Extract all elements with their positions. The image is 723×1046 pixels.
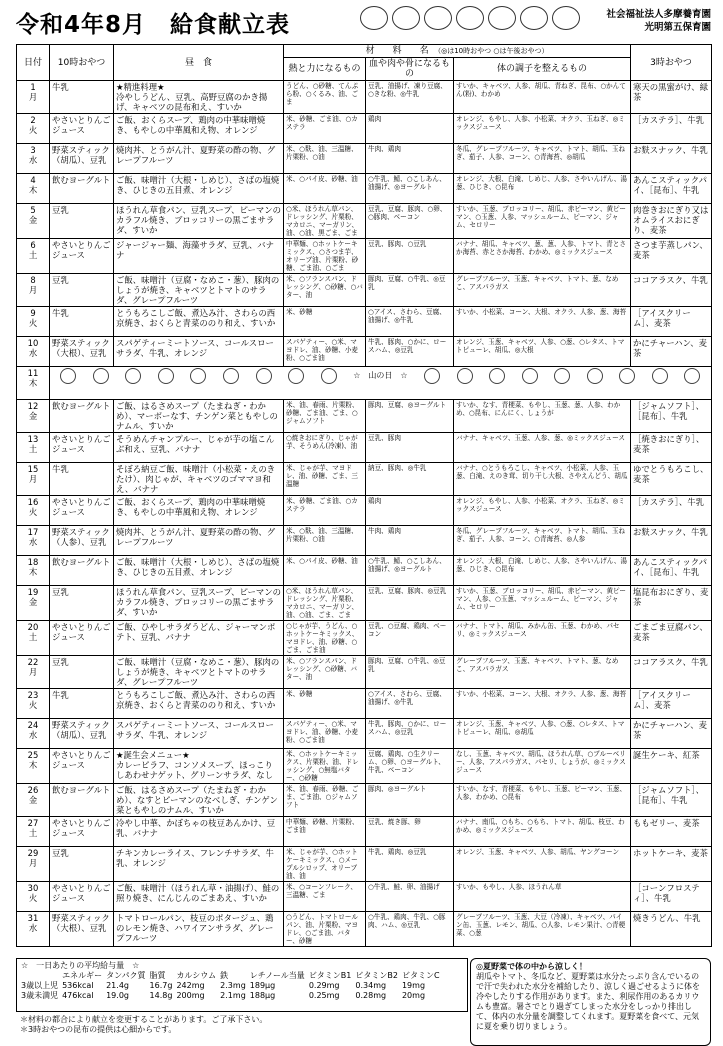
tree-icon [223,368,239,384]
lunch-cell: ご飯、はるさめスープ（たまねぎ・わかめ）、なすとピーマンのなべしぎ、チンゲン菜ともやしのナムル、すいか [114,784,284,817]
energy-foods-cell: 米、砂糖 [284,689,366,719]
lobster-icon [456,6,484,30]
age-group-label: 3歳以上児 [21,981,59,990]
tree-icon [619,368,635,384]
body-building-foods-cell: 豆乳、油揚げ、凍り豆腐、○きな粉、◎牛乳 [366,81,454,114]
sun-icon [552,6,580,30]
body-building-foods-cell: 豆乳、豚肉 [366,433,454,463]
snack-pm-cell: ゆでとうもろこし、麦茶 [631,463,712,496]
snack-pm-cell: かにチャーハン、麦茶 [631,719,712,749]
nutrition-title: ☆ 一日あたりの平均給与量 ☆ [21,961,140,970]
lunch-cell: ご飯、味噌汁（大根・しめじ）、さばの塩焼き、ひじきの五目煮、オレンジ [114,556,284,586]
note-2: ＊3時おやつの昆布の提供は心細からです。 [20,1025,177,1034]
snack-pm-cell: 肉巻きおにぎり又はオムライスおにぎり、麦茶 [631,204,712,239]
energy-foods-cell: 米、じゃが芋、○ホットケーキミックス、○メープルシロップ、オリーブ油、油 [284,847,366,882]
tree-icon [60,368,76,384]
lunch-cell: ご飯、ひやしサラダうどん、ジャーマンポテト、豆乳、バナナ [114,621,284,656]
body-building-foods-cell: 鶏肉 [366,114,454,144]
energy-foods-cell: 米、○麩、油、三温糖、片栗粉、○油 [284,526,366,556]
tree-icon [158,368,174,384]
date-cell: 10 水 [17,337,50,367]
lunch-cell: 焼肉丼、とうがん汁、夏野菜の酢の物、グレープフルーツ [114,144,284,174]
body-building-foods-cell: 鶏肉 [366,496,454,526]
snack-am-cell: 豆乳 [50,274,114,307]
body-building-foods-cell: ○牛乳、鮭、卵、油揚げ [366,882,454,912]
date-cell: 6 土 [17,239,50,274]
page-header [0,0,723,44]
date-cell: 19 金 [17,586,50,621]
regulating-foods-cell: オレンジ、もやし、人参、小松菜、オクラ、玉ねぎ、◎ミックスジュース [454,114,631,144]
body-building-foods-cell: 牛乳、豚肉、○かに、ロースハム、◎豆乳 [366,719,454,749]
note-1: ＊材料の都合により献立を変更することがあります。ご了承下さい。 [20,1015,268,1024]
lunch-cell: 焼肉丼、とうがん汁、夏野菜の酢の物、グレープフルーツ [114,526,284,556]
snack-am-cell: 豆乳 [50,847,114,882]
lunch-cell: ご飯、おくらスープ、鶏肉の中華味噌焼き、もやしの中華風和え物、オレンジ [114,496,284,526]
date-cell: 24 水 [17,719,50,749]
date-cell: 20 土 [17,621,50,656]
snack-pm-cell: ［アイスクリーム］、麦茶 [631,689,712,719]
regulating-foods-cell: オレンジ、玉葱、キャベツ、人参、○葱、○レタス、トマトピューレ、胡瓜、◎大根 [454,337,631,367]
col-date: 日付 [17,45,50,81]
lunch-cell: トマトロールパン、枝豆のポタージュ、鶏のレモン焼き、ハワイアンサラダ、グレープフルーツ [114,912,284,947]
snack-am-cell: 豆乳 [50,656,114,689]
nutrition-value: 20mg [401,991,426,1000]
tree-icon [125,368,141,384]
regulating-foods-cell: すいか、なす、青梗菜、もやし、玉葱、葱、人参、わかめ、○昆布、にんにく、しょうが [454,400,631,433]
date-cell: 9 火 [17,307,50,337]
snack-am-cell: 飲むヨーグルト [50,174,114,204]
energy-foods-cell: ○米、ほうれん草パン、ドレッシング、片栗粉、マカロニ、マーガリン、油、○油、ごま、ごま [284,586,366,621]
regulating-foods-cell: オレンジ、大根、白滝、しめじ、人参、さやいんげん、湯葱、ひじき、○昆布 [454,174,631,204]
lunch-cell: とうもろこしご飯、煮込み汁、さわらの西京焼き、おくらと青菜ののり和え、すいか [114,307,284,337]
table-row [17,274,712,307]
regulating-foods-cell: なし、玉葱、キャベツ、胡瓜、ほうれん草、○ブルーベリー、人参、アスパラガス、パセリ、しょうが、◎ミックスジュース [454,749,631,784]
body-building-foods-cell: ○アイス、さわら、豆腐、油揚げ、◎牛乳 [366,689,454,719]
energy-foods-cell: 米、○麩、油、三温糖、片栗粉、○油 [284,144,366,174]
table-row-holiday [17,367,712,400]
table-row [17,586,712,621]
tree-icon [93,368,109,384]
snack-am-cell: 飲むヨーグルト [50,556,114,586]
nutrition-value: 21.4g [106,981,129,990]
regulating-foods-cell: バナナ、トマト、胡瓜、みかん缶、玉葱、わかめ、パセリ、◎ミックスジュース [454,621,631,656]
snack-pm-cell: ［コーンフロスティ］、牛乳 [631,882,712,912]
body-building-foods-cell: 豆乳、○豆腐、鶏肉、ベーコン [366,621,454,656]
body-building-foods-cell: 豆乳、豆腐、豚肉、◎豆乳 [366,586,454,621]
snack-am-cell: 牛乳 [50,81,114,114]
col-snack-am: 10時おやつ [50,45,114,81]
regulating-foods-cell: バナナ、胡瓜、キャベツ、葱、葱、人参、トマト、青とさか海苔、赤とさか海苔、わかめ、◎ミックスジュース [454,239,631,274]
col-g1: 熱と力になるもの [284,58,366,81]
body-building-foods-cell: ○アイス、さわら、豆腐、油揚げ、◎牛乳 [366,307,454,337]
snack-am-cell: やさいとりんごジュース [50,496,114,526]
table-row [17,719,712,749]
nutrition-value: 0.29mg [308,981,340,990]
snack-pm-cell: ココアラスク、牛乳 [631,274,712,307]
blank [21,971,62,981]
energy-foods-cell: スパゲティー、○米、マヨドレ、油、砂糖、小麦粉、○ごま油 [284,719,366,749]
org-name: 社会福祉法人多摩養育園 [606,9,711,20]
shell-icon [360,6,388,30]
footer [16,958,711,1034]
school-name: 光明第五保育園 [644,22,711,33]
lunch-cell: ほうれん草食パン、豆乳スープ、ピーマンのカラフル焼き、ブロッコリーの黒ごまサラダ、すいか [114,204,284,239]
table-row [17,463,712,496]
energy-foods-cell: ○じゃが芋、うどん、○ホットケーキミックス、マヨドレ、油、砂糖、○ごま、ごま油 [284,621,366,656]
snack-am-cell: 牛乳 [50,307,114,337]
nutrition-value: 476kcal [62,991,94,1000]
snack-pm-cell: ［ジャムソフト］、［昆布］、牛乳 [631,784,712,817]
nutrition-value: 242mg [176,981,205,990]
nutrition-header: 脂質 [149,971,166,980]
regulating-foods-cell: グレープフルーツ、玉葱、キャベツ、トマト、葱、なめこ、アスパラガス [454,656,631,689]
body-building-foods-cell: 豚肉、豆腐、◎ヨーグルト [366,400,454,433]
lunch-cell: そうめんチャンプルー、じゃが芋の塩こんぶ和え、豆乳、バナナ [114,433,284,463]
nutrition-value: 536kcal [62,981,94,990]
table-row [17,882,712,912]
nutrition-row [21,991,444,1001]
energy-foods-cell: 米、油、春雨、砂糖、ごま、ごま油、○ジャムソフト [284,784,366,817]
nutrition-header: ビタミンB2 [355,971,398,980]
date-cell: 17 水 [17,526,50,556]
energy-foods-cell: 中華麺、○ホットケーキミックス、○さつま芋、オリーブ油、片栗粉、砂糖、ごま油、○ごま [284,239,366,274]
snack-pm-cell: ［ジャムソフト］、［昆布］、牛乳 [631,400,712,433]
fish-icon [392,6,420,30]
table-row [17,400,712,433]
table-row [17,656,712,689]
date-cell: 30 火 [17,882,50,912]
regulating-foods-cell: すいか、小松菜、コーン、大根、オクラ、人参、葱、海苔 [454,689,631,719]
snack-pm-cell: ごまごま豆腐パン、麦茶 [631,621,712,656]
table-row [17,307,712,337]
column-body: 胡瓜やトマト、冬瓜など、夏野菜は水分たっぷり含んでいるので汗で失われた水分を補給したり、涼しく過ごせるように体を冷やしたりする作用があります。また、利尿作用のあるカリウムも豊富。暑さでとり過ぎてしまった水分をしっかり排出して、体内の水分量を調整してくれます。夏野菜を食べて、元気に夏を乗り切りましょう。 [476,972,700,1031]
snack-pm-cell: あんこスティックパイ、［昆布］、牛乳 [631,556,712,586]
nutrition-value: 19.0g [106,991,129,1000]
snack-pm-cell: ［カステラ］、牛乳 [631,496,712,526]
snack-pm-cell: かにチャーハン、麦茶 [631,337,712,367]
lunch-cell: ご飯、味噌汁（豆腐・なめこ・葱）、豚肉のしょうが焼き、キャベツとトマトのサラダ、グレープフルーツ [114,274,284,307]
regulating-foods-cell: グレープフルーツ、玉葱、大豆（冷凍）、キャベツ、パイン缶、玉葱、レモン、胡瓜、○人参、レモン果汁、○青梗菜、○葱 [454,912,631,947]
regulating-foods-cell: すいか、キャベツ、人参、胡瓜、青ねぎ、昆布、○かんてん(粉)、わかめ [454,81,631,114]
body-building-foods-cell: 豚肉、◎ヨーグルト [366,784,454,817]
lunch-cell: スパゲティーミートソース、コールスローサラダ、牛乳、オレンジ [114,719,284,749]
energy-foods-cell: ○焼きおにぎり、じゃが芋、そうめん(冷凍)、油 [284,433,366,463]
energy-foods-cell: うどん、○砂糖、てんぷら粉、○くるみ、油、ごま [284,81,366,114]
snack-am-cell: やさいとりんごジュース [50,621,114,656]
energy-foods-cell: 米、○フランスパン、ドレッシング、○砂糖、バター、油 [284,656,366,689]
date-cell: 11 木 [17,367,50,400]
date-cell: 2 火 [17,114,50,144]
date-cell: 4 木 [17,174,50,204]
snack-pm-cell: ［アイスクリーム］、麦茶 [631,307,712,337]
energy-foods-cell: 中華麺、砂糖、片栗粉、ごま油 [284,817,366,847]
snack-am-cell: 飲むヨーグルト [50,400,114,433]
nutrition-value: 189μg [249,981,276,990]
regulating-foods-cell: バナナ、キャベツ、玉葱、人参、葱、◎ミックスジュース [454,433,631,463]
table-row [17,784,712,817]
nutrition-header: エネルギー [62,971,103,980]
lunch-cell: スパゲティーミートソース、コールスローサラダ、牛乳、オレンジ [114,337,284,367]
tree-icon [652,368,668,384]
date-cell: 12 金 [17,400,50,433]
tree-icon [522,368,538,384]
nutrition-value: 0.28mg [355,991,387,1000]
table-row [17,749,712,784]
lunch-cell: ご飯、はるさめスープ（たまねぎ・わかめ）、マーボーなす、チンゲン菜ともやしのナムル、すいか [114,400,284,433]
snack-pm-cell: ホットケーキ、麦茶 [631,847,712,882]
nutrition-header: レチノール当量 [249,971,305,980]
body-building-foods-cell: 納豆、豚肉、◎牛乳 [366,463,454,496]
table-row [17,526,712,556]
regulating-foods-cell: すいか、もやし、人参、ほうれん草 [454,882,631,912]
nutrition-value: 0.34mg [355,981,387,990]
nutrition-value: 2.3mg [220,981,246,990]
regulating-foods-cell: すいか、小松菜、コーン、大根、オクラ、人参、葱、海苔 [454,307,631,337]
table-row [17,144,712,174]
table-row [17,689,712,719]
snack-am-cell: やさいとりんごジュース [50,749,114,784]
nutrition-header: カルシウム [176,971,217,980]
lunch-cell: チキンカレーライス、フレンチサラダ、牛乳、オレンジ [114,847,284,882]
energy-foods-cell: 米、油、春雨、片栗粉、砂糖、ごま油、ごま、○ジャムソフト [284,400,366,433]
regulating-foods-cell: バナナ、南瓜、○もち、○もち、トマト、胡瓜、枝豆、わかめ、◎ミックスジュース [454,817,631,847]
regulating-foods-cell: グレープフルーツ、玉葱、キャベツ、トマト、葱、なめこ、アスパラガス [454,274,631,307]
col-g3: 体の調子を整えるもの [454,58,631,81]
date-cell: 15 月 [17,463,50,496]
date-cell: 31 水 [17,912,50,947]
date-cell: 22 月 [17,656,50,689]
nutrition-value: 2.1mg [220,991,246,1000]
col-ingredients: 材 料 名 （◎は10時おやつ ○は午後おやつ） [284,45,631,58]
date-cell: 5 金 [17,204,50,239]
regulating-foods-cell: バナナ、○とうもろこし、キャベツ、小松菜、人参、玉葱、白滝、えのき茸、切り干し大根、さやえんどう、胡瓜 [454,463,631,496]
snack-am-cell: やさいとりんごジュース [50,882,114,912]
snack-am-cell: やさいとりんごジュース [50,239,114,274]
snack-am-cell: 牛乳 [50,689,114,719]
table-row [17,81,712,114]
energy-foods-cell: スパゲティー、○米、マヨドレ、油、砂糖、小麦粉、○ごま油 [284,337,366,367]
body-building-foods-cell: 豆乳、豚肉、○豆乳 [366,239,454,274]
column-title: ◎夏野菜で体の中から涼しく！ [476,962,587,971]
column-box [470,958,711,1046]
regulating-foods-cell: すいか、なす、青梗菜、もやし、玉葱、ピーマン、玉葱、人参、わかめ、○昆布 [454,784,631,817]
snack-pm-cell: 塩昆布おにぎり、麦茶 [631,586,712,621]
notes [20,1015,267,1035]
regulating-foods-cell: すいか、玉葱、ブロッコリー、胡瓜、赤ピーマン、黄ピーマン、○玉葱、人参、マッシュルーム、ピーマン、ジャム、セロリー [454,204,631,239]
snack-am-cell: やさいとりんごジュース [50,114,114,144]
col-lunch: 昼 食 [114,45,284,81]
tree-icon [256,368,272,384]
snack-pm-cell: ももゼリー、麦茶 [631,817,712,847]
date-cell: 26 金 [17,784,50,817]
body-building-foods-cell: 牛肉、鶏肉 [366,144,454,174]
snack-pm-cell: あんこスティックパイ、［昆布］、牛乳 [631,174,712,204]
menu-table [16,44,712,947]
regulating-foods-cell: オレンジ、玉葱、キャベツ、人参、○葱、○レタス、トマトピューレ、胡瓜、◎胡瓜 [454,719,631,749]
crab-icon [424,6,452,30]
nutrition-header: 鉄 [220,971,229,980]
body-building-foods-cell: ○牛乳、鯖、○こしあん、油揚げ、◎ヨーグルト [366,556,454,586]
energy-foods-cell: 米、砂糖、ごま油、○カステラ [284,496,366,526]
snack-am-cell: 野菜スティック（大根）、豆乳 [50,912,114,947]
table-row [17,204,712,239]
body-building-foods-cell: ○牛乳、鶏肉、牛乳、○豚肉、ハム、◎豆乳 [366,912,454,947]
col-g2: 血や肉や骨になるもの [366,58,454,81]
body-building-foods-cell: ○牛乳、鯖、○こしあん、油揚げ、◎ヨーグルト [366,174,454,204]
holiday-cell [50,367,712,400]
snack-am-cell: 牛乳 [50,463,114,496]
tree-icon [684,368,700,384]
lunch-cell: ご飯、味噌汁（ほうれん草・油揚げ）、鮭の照り焼き、にんじんのごまあえ、すいか [114,882,284,912]
lunch-cell: そぼろ納豆ご飯、味噌汁（小松菜・えのきたけ）、肉じゃが、キャベツのゴママヨ和え、バナナ [114,463,284,496]
snack-am-cell: 野菜スティック（胡瓜）、豆乳 [50,719,114,749]
energy-foods-cell: 米、じゃが芋、マヨドレ、油、砂糖、ごま、三温糖 [284,463,366,496]
table-row [17,817,712,847]
energy-foods-cell: 米、○ホットケーキミックス、片栗粉、油、ドレッシング、○無塩バター、○砂糖 [284,749,366,784]
nutrition-header: タンパク質 [106,971,146,980]
nutrition-table [21,971,444,1001]
nutrition-row [21,981,444,991]
table-row [17,912,712,947]
regulating-foods-cell: 冬瓜、グレープフルーツ、キャベツ、トマト、胡瓜、玉ねぎ、茄子、人参、コーン、○青海苔、◎胡瓜 [454,144,631,174]
energy-foods-cell: ○米、ほうれん草パン、ドレッシング、片栗粉、マカロニ、マーガリン、油、○油、黒ごま、ごま [284,204,366,239]
date-cell: 13 土 [17,433,50,463]
table-row [17,337,712,367]
energy-foods-cell: 米、○パイ皮、砂糖、油 [284,556,366,586]
date-cell: 25 木 [17,749,50,784]
tree-icon [457,368,473,384]
organization [606,8,711,34]
date-cell: 1 月 [17,81,50,114]
snack-am-cell: 野菜スティック（人参）、豆乳 [50,526,114,556]
lunch-cell: ★精進料理★ 冷やしうどん、豆乳、高野豆腐のかき揚げ、キャベツの昆布和え、すいか [114,81,284,114]
lunch-cell: 冷やし中華、かぼちゃの枝豆あんかけ、豆乳、バナナ [114,817,284,847]
nutrition-value: 0.25mg [308,991,340,1000]
nutrition-value: 19mg [401,981,426,990]
snack-pm-cell: お麩スナック、牛乳 [631,144,712,174]
table-row [17,433,712,463]
energy-foods-cell: ○うどん、トマトロールパン、油、片栗粉、マヨドレ、○ごま油、バター、砂糖 [284,912,366,947]
energy-foods-cell: 米、砂糖、ごま油、○カステラ [284,114,366,144]
snack-pm-cell: 寒天の黒蜜がけ、緑茶 [631,81,712,114]
lunch-cell: とうもろこしご飯、煮込み汁、さわらの西京焼き、おくらと青菜ののり和え、すいか [114,689,284,719]
regulating-foods-cell: 冬瓜、グレープフルーツ、キャベツ、トマト、胡瓜、玉ねぎ、茄子、人参、コーン、○青海苔、◎人参 [454,526,631,556]
col-snack-pm: 3時おやつ [631,45,712,81]
table-row [17,174,712,204]
nutrition-header: ビタミンB1 [308,971,352,980]
energy-foods-cell: 米、○フランスパン、ドレッシング、○砂糖、○バター、油 [284,274,366,307]
tree-icon [424,368,440,384]
date-cell: 23 火 [17,689,50,719]
body-building-foods-cell: 牛乳、鶏肉、◎豆乳 [366,847,454,882]
snack-pm-cell: ココアラスク、牛乳 [631,656,712,689]
menu-body [17,81,712,947]
tree-icon [489,368,505,384]
lunch-cell: ご飯、味噌汁（豆腐・なめこ・葱）、豚肉のしょうが焼き、キャベツとトマトのサラダ、グレープフルーツ [114,656,284,689]
regulating-foods-cell: オレンジ、玉葱、キャベツ、人参、胡瓜、ヤングコーン [454,847,631,882]
lunch-cell: ほうれん草食パン、豆乳スープ、ピーマンのカラフル焼き、ブロッコリーの黒ごまサラダ、すいか [114,586,284,621]
snack-am-cell: 野菜スティック（大根）、豆乳 [50,337,114,367]
tree-icon [288,368,304,384]
tree-icon [554,368,570,384]
date-cell: 16 火 [17,496,50,526]
tree-icon [321,368,337,384]
snack-am-cell: やさいとりんごジュース [50,433,114,463]
snack-am-cell: 飲むヨーグルト [50,784,114,817]
date-cell: 29 月 [17,847,50,882]
body-building-foods-cell: 豚肉、豆腐、○牛乳、◎豆乳 [366,656,454,689]
snack-am-cell: 野菜スティック（胡瓜）、豆乳 [50,144,114,174]
snack-pm-cell: ［焼きおにぎり］、麦茶 [631,433,712,463]
nutrition-value: 188μg [249,991,276,1000]
energy-foods-cell: 米、砂糖 [284,307,366,337]
lunch-cell: ★誕生会メニュー★ カレーピラフ、コンソメスープ、ほっこりしあわせナゲット、グリーンサラダ、なし [114,749,284,784]
body-building-foods-cell: 豆腐、鶏肉、○生クリーム、○卵、○ヨーグルト、牛乳、ベーコン [366,749,454,784]
table-row [17,496,712,526]
age-group-label: 3歳未満児 [21,991,59,1000]
snack-am-cell: やさいとりんごジュース [50,817,114,847]
table-row [17,114,712,144]
snack-pm-cell: ［カステラ］、牛乳 [631,114,712,144]
fish2-icon [520,6,548,30]
nutrition-box [16,958,468,1012]
nutrition-value: 16.7g [149,981,173,990]
snack-pm-cell: さつま芋蒸しパン、麦茶 [631,239,712,274]
decoration-icons [360,6,580,30]
nutrition-value: 200mg [176,991,205,1000]
snack-pm-cell: 誕生ケーキ、紅茶 [631,749,712,784]
lunch-cell: ご飯、味噌汁（大根・しめじ）、さばの塩焼き、ひじきの五目煮、オレンジ [114,174,284,204]
regulating-foods-cell: オレンジ、もやし、人参、小松菜、オクラ、玉ねぎ、◎ミックスジュース [454,496,631,526]
body-building-foods-cell: 牛肉、鶏肉 [366,526,454,556]
date-cell: 18 木 [17,556,50,586]
tree-icon [587,368,603,384]
table-row [17,621,712,656]
octopus-icon [488,6,516,30]
nutrition-header: ビタミンC [401,971,440,980]
regulating-foods-cell: すいか、玉葱、ブロッコリー、胡瓜、赤ピーマン、黄ピーマン、人参、○玉葱、マッシュルーム、ピーマン、ジャム、セロリー [454,586,631,621]
regulating-foods-cell: オレンジ、大根、白滝、しめじ、人参、さやいんげん、湯葱、ひじき、○昆布 [454,556,631,586]
nutrition-header-row [21,971,444,981]
snack-am-cell: 豆乳 [50,204,114,239]
holiday-label: ☆ 山の日 ☆ [353,371,408,380]
lunch-cell: ジャージャー麺、海藻サラダ、豆乳、バナナ [114,239,284,274]
snack-am-cell: 豆乳 [50,586,114,621]
date-cell: 27 土 [17,817,50,847]
table-row [17,847,712,882]
body-building-foods-cell: 豆乳、豆腐、豚肉、○卵、○豚肉、ベーコン [366,204,454,239]
page-title: 令和4年8月 給食献立表 [16,12,291,38]
table-row [17,239,712,274]
snack-pm-cell: 焼きうどん、牛乳 [631,912,712,947]
date-cell: 3 水 [17,144,50,174]
energy-foods-cell: 米、○コーンフレーク、三温糖、ごま [284,882,366,912]
body-building-foods-cell: 牛乳、豚肉、○かに、ロースハム、◎豆乳 [366,337,454,367]
energy-foods-cell: 米、○パイ皮、砂糖、油 [284,174,366,204]
snack-pm-cell: お麩スナック、牛乳 [631,526,712,556]
lunch-cell: ご飯、おくらスープ、鶏肉の中華味噌焼き、もやしの中華風和え物、オレンジ [114,114,284,144]
body-building-foods-cell: 豚肉、豆腐、○牛乳、◎豆乳 [366,274,454,307]
tree-icon [190,368,206,384]
nutrition-value: 14.8g [149,991,173,1000]
date-cell: 8 月 [17,274,50,307]
body-building-foods-cell: 豆乳、焼き豚、卵 [366,817,454,847]
table-row [17,556,712,586]
